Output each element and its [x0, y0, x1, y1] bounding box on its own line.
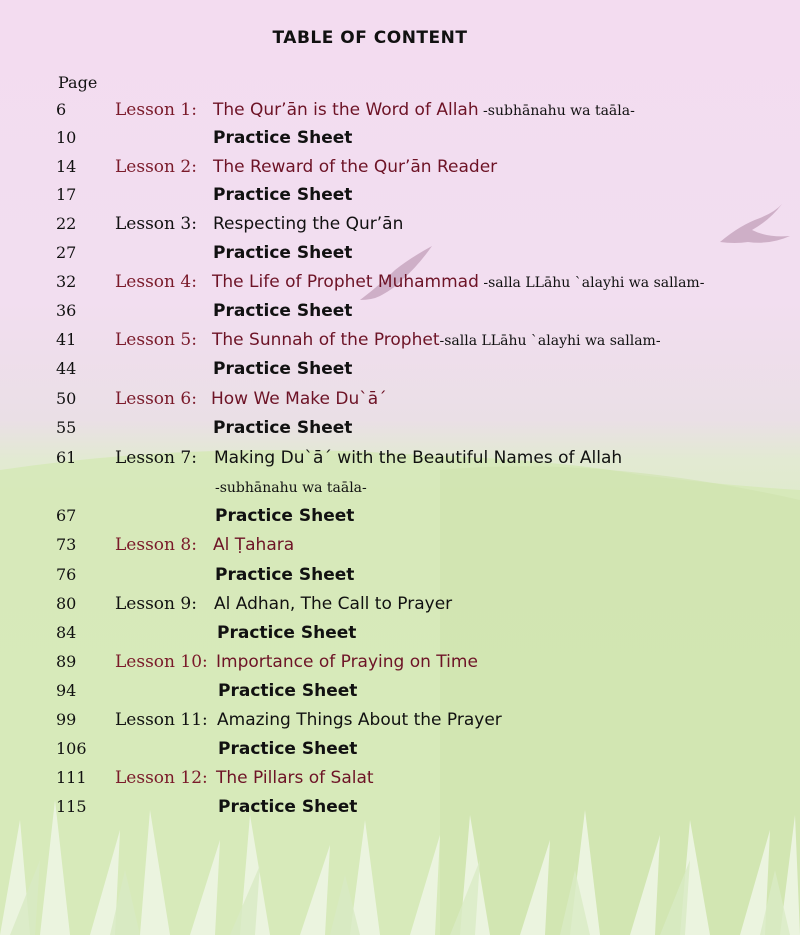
lesson-row	[0, 531, 800, 559]
practice-sheet-label: Practice Sheet	[213, 243, 353, 263]
practice-sheet-label: Practice Sheet	[213, 359, 353, 379]
page-column-header: Page	[58, 73, 98, 92]
page-number: 36	[56, 301, 77, 320]
lesson-row	[0, 444, 800, 472]
page-number: 22	[56, 214, 77, 233]
lesson-row	[0, 590, 800, 618]
page-number: 6	[56, 100, 67, 119]
page-number: 32	[56, 272, 77, 291]
lesson-number: Lesson 2:	[115, 157, 197, 177]
page-number: 10	[56, 128, 77, 147]
honorific-suffix: -salla LLāhu `alayhi wa sallam-	[478, 275, 705, 291]
lesson-title	[217, 706, 502, 734]
lesson-number: Lesson 8:	[115, 535, 197, 555]
page-number: 50	[56, 389, 77, 408]
practice-sheet-label: Practice Sheet	[213, 301, 353, 321]
lesson-title	[212, 326, 661, 355]
lesson-number: Lesson 4:	[115, 272, 197, 292]
page-number: 61	[56, 448, 77, 467]
lesson-title-text: Al Adhan, The Call to Prayer	[214, 594, 453, 614]
lesson-title	[214, 590, 452, 618]
practice-sheet-label: Practice Sheet	[213, 418, 353, 438]
lesson-title-text: Respecting the Qur’ān	[213, 214, 404, 234]
practice-sheet-row	[0, 181, 800, 209]
honorific-suffix: -subhānahu wa taāla-	[215, 480, 367, 496]
page-number: 44	[56, 359, 77, 378]
lesson-number: Lesson 10:	[115, 652, 208, 672]
page-number: 17	[56, 185, 77, 204]
lesson-title-text: The Reward of the Qur’ān Reader	[213, 157, 498, 177]
lesson-title	[213, 96, 635, 125]
page-number: 94	[56, 681, 77, 700]
lesson-number: Lesson 9:	[115, 594, 197, 614]
lesson-title-text: The Qur’ān is the Word of Allah	[213, 100, 479, 120]
lesson-subline-row	[0, 474, 800, 502]
lesson-title	[213, 531, 294, 559]
page-number: 99	[56, 710, 77, 729]
page-title: TABLE OF CONTENT	[272, 28, 468, 48]
practice-sheet-row	[0, 414, 800, 442]
lesson-title	[213, 210, 403, 238]
lesson-title	[214, 444, 622, 472]
lesson-title-text: Importance of Praying on Time	[216, 652, 478, 672]
page-number: 84	[56, 623, 77, 642]
practice-sheet-label: Practice Sheet	[215, 565, 355, 585]
page-number: 111	[56, 768, 87, 787]
lesson-row	[0, 706, 800, 734]
page-number: 115	[56, 797, 87, 816]
practice-sheet-row	[0, 677, 800, 705]
practice-sheet-label: Practice Sheet	[218, 681, 358, 701]
practice-sheet-label: Practice Sheet	[218, 739, 358, 759]
practice-sheet-row	[0, 561, 800, 589]
lesson-number: Lesson 1:	[115, 100, 197, 120]
lesson-row	[0, 326, 800, 354]
lesson-number: Lesson 6:	[115, 389, 197, 409]
page-number: 14	[56, 157, 77, 176]
lesson-row	[0, 764, 800, 792]
page-number: 73	[56, 535, 77, 554]
practice-sheet-row	[0, 355, 800, 383]
practice-sheet-label: Practice Sheet	[217, 623, 357, 643]
lesson-number: Lesson 11:	[115, 710, 208, 730]
page-number: 41	[56, 330, 77, 349]
lesson-title-text: Making Du`ā´ with the Beautiful Names of Allah	[214, 448, 623, 468]
page-number: 55	[56, 418, 77, 437]
lesson-number: Lesson 5:	[115, 330, 197, 350]
practice-sheet-row	[0, 502, 800, 530]
lesson-row	[0, 96, 800, 124]
lesson-title	[216, 648, 478, 676]
practice-sheet-row	[0, 793, 800, 821]
page-number: 80	[56, 594, 77, 613]
lesson-row	[0, 648, 800, 676]
practice-sheet-label: Practice Sheet	[218, 797, 358, 817]
lesson-number: Lesson 3:	[115, 214, 197, 234]
practice-sheet-row	[0, 735, 800, 763]
lesson-title	[211, 385, 387, 413]
practice-sheet-row	[0, 124, 800, 152]
practice-sheet-label: Practice Sheet	[213, 128, 353, 148]
page-number: 76	[56, 565, 77, 584]
honorific-suffix: -salla LLāhu `alayhi wa sallam-	[439, 333, 661, 349]
lesson-title-text: The Life of Prophet Muhammad	[212, 272, 479, 292]
practice-sheet-row	[0, 239, 800, 267]
lesson-title	[213, 153, 497, 181]
page-number: 106	[56, 739, 87, 758]
practice-sheet-label: Practice Sheet	[213, 185, 353, 205]
practice-sheet-label: Practice Sheet	[215, 506, 355, 526]
page-number: 67	[56, 506, 77, 525]
lesson-number: Lesson 12:	[115, 768, 208, 788]
lesson-title-text: The Sunnah of the Prophet	[212, 330, 440, 350]
practice-sheet-row	[0, 619, 800, 647]
lesson-row	[0, 153, 800, 181]
lesson-title-text: Al Ṭahara	[213, 535, 295, 555]
lesson-number: Lesson 7:	[115, 448, 197, 468]
lesson-title-text: Amazing Things About the Prayer	[217, 710, 502, 730]
honorific-suffix: -subhānahu wa taāla-	[478, 103, 635, 119]
practice-sheet-row	[0, 297, 800, 325]
lesson-title	[216, 764, 374, 792]
page-number: 27	[56, 243, 77, 262]
lesson-row	[0, 385, 800, 413]
lesson-title	[212, 268, 704, 297]
page-number: 89	[56, 652, 77, 671]
lesson-row	[0, 210, 800, 238]
lesson-title-text: The Pillars of Salat	[216, 768, 374, 788]
lesson-row	[0, 268, 800, 296]
lesson-title-text: How We Make Du`ā´	[211, 389, 387, 409]
